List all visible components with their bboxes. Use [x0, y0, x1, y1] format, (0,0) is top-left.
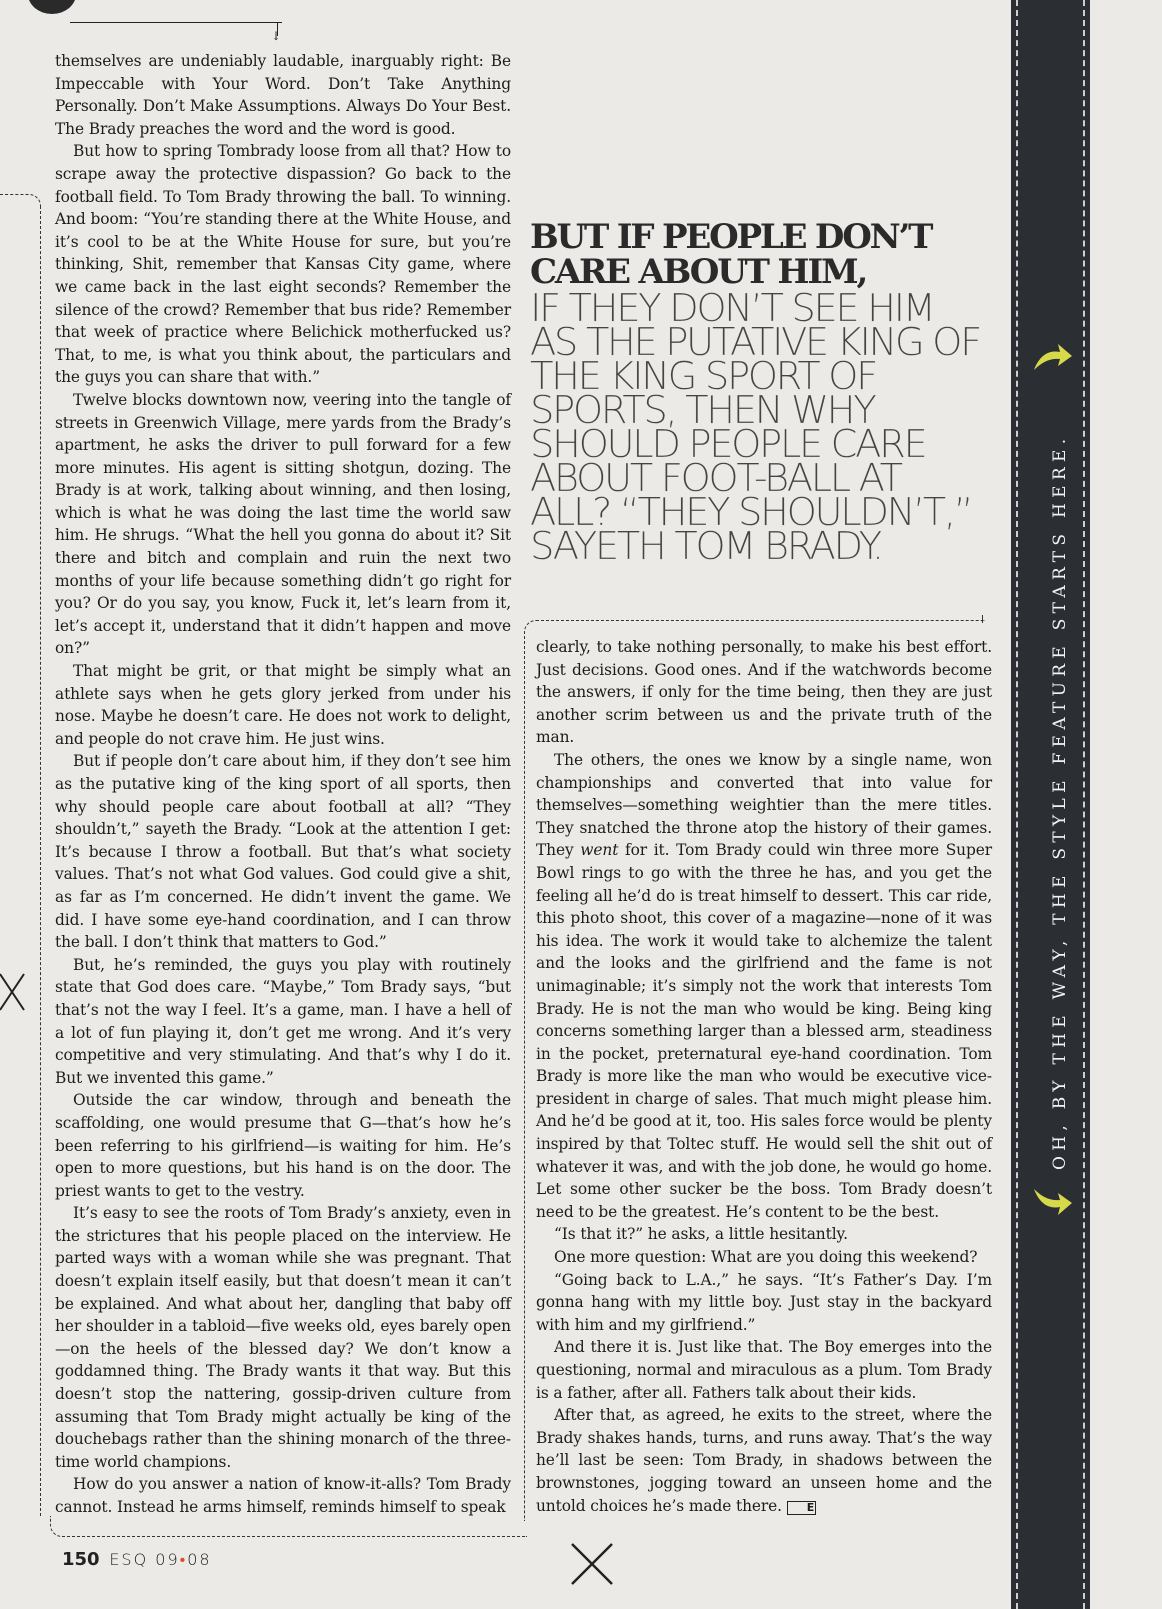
right-paragraph-2-emphasis: went: [580, 841, 619, 860]
cross-mark-icon: [570, 1542, 614, 1586]
left-paragraph-6: But, he’s reminded, the guys you play with routinely state that God does care. “Maybe,” Tom Brady says, “but that’s not the way I feel. It’s a game, man. I have a hell of a lot of fun playing it, don’t get me wrong. And it’s very competitive and very stimulating. And that’s why I do it. But we invented this game.”: [55, 955, 511, 1087]
side-bar-dotted-edge-left: [1016, 0, 1018, 1609]
right-paragraph-2: [536, 749, 992, 1223]
left-paragraph-1: themselves are undeniably laudable, inarguably right: Be Impeccable with Your Word. Don’t Take Anything Personally. Don’t Make Assumptions. Always Do Your Best. The Brady preaches the word and the word is good.: [55, 52, 511, 138]
magazine-issue: [109, 1550, 211, 1569]
left-frame-bottom: [50, 1516, 527, 1537]
right-paragraph-2-end: for it. Tom Brady could win three more Super Bowl rings to go with the three he has, and you get the feeling all he’d do is treat himself to dessert. This car ride, this photo shoot, this cover of a magazine—none of it was his idea. The work it would take to alchemize the talent and the looks and the girlfriend and the fame is not unimaginable; it’s simply not the work that interests Tom Brady. He is not the man who would be king. Being king concerns something larger than a blessed arm, steadiness in the pocket, preternatural eye-hand coordination. Tom Brady is more like the man who would be executive vice-president in charge of sales. That much might please him. And he’d be good at it, too. His sales force would be plenty inspired by that Toltec stuff. He would sell the shit out of whatever it was, and with the job done, he would go home. Let some other sucker be the boss. Tom Brady doesn’t need to be the greatest. He’s content to be the best.: [536, 841, 992, 1221]
right-paragraph-5: “Going back to L.A.,” he says. “It’s Father’s Day. I’m gonna hang with my little boy. Just stay in the backyard with him and my girlfriend.”: [536, 1270, 992, 1334]
pull-quote: [530, 217, 980, 569]
pull-quote-light: IF THEY DON’T SEE HIM AS THE PUTATIVE KING OF THE KING SPORT OF SPORTS, THEN WHY SHOULD PEOPLE CARE ABOUT FOOT-BALL AT ALL? “THEY SHOULDN’T,” SAYETH TOM BRADY.: [530, 286, 980, 569]
left-frame-top-corner: [0, 194, 41, 207]
right-paragraph-6: And there it is. Just like that. The Boy emerges into the questioning, normal and miraculous as a plum. Tom Brady is a father, after all. Fathers talk about their kids.: [536, 1338, 992, 1402]
page-number: 150: [62, 1549, 100, 1570]
right-text-column: [536, 636, 992, 1517]
left-paragraph-4: That might be grit, or that might be simply what an athlete says when he gets glory jerked from under his nose. Maybe he doesn’t care. He does not work to delight, and people do not crave him. He just wins.: [55, 662, 511, 748]
end-mark-icon: E: [787, 1501, 816, 1515]
issue-number: 08: [187, 1550, 212, 1569]
pull-quote-bold: BUT IF PEOPLE DON’T CARE ABOUT HIM,: [530, 217, 932, 292]
side-bar-dotted-edge-right: [1083, 0, 1085, 1609]
right-frame-tick: [982, 615, 983, 623]
magazine-name: ESQ 09: [109, 1550, 180, 1569]
right-paragraph-3: “Is that it?” he asks, a little hesitantly.: [554, 1225, 848, 1244]
left-frame-edge: [40, 206, 41, 1516]
left-text-column: [55, 50, 511, 1519]
left-paragraph-7: Outside the car window, through and beneath the scaffolding, one would presume that G—that’s how he’s been referring to his girlfriend—is waiting for him. He’s open to more questions, but his hand is on the door. The priest wants to get to the vestry.: [55, 1091, 511, 1200]
curved-arrow-down-icon: [1030, 1185, 1074, 1219]
cross-mark-icon: [0, 972, 26, 1012]
right-paragraph-1: clearly, to take nothing personally, to make his best effort. Just decisions. Good ones. And if the watchwords become the answers, if only for the time being, then they are just another scrim between us and the private truth of the man.: [536, 638, 992, 747]
left-paragraph-5: But if people don’t care about him, if they don’t see him as the putative king of the king sport of all sports, then why should people care about football at all? “They shouldn’t,” sayeth the Brady. “Look at the attention I get: It’s because I throw a football. But that’s what society values. That’s not what God values. God could give a shit, as far as I’m concerned. He didn’t invent the game. We did. I have some eye-hand coordination, and I can throw the ball. I don’t think that matters to God.”: [55, 752, 511, 952]
left-paragraph-9: How do you answer a nation of know-it-alls? Tom Brady cannot. Instead he arms himself, reminds himself to speak: [55, 1475, 511, 1516]
corner-circle-decoration: [28, 0, 76, 14]
left-paragraph-8: It’s easy to see the roots of Tom Brady’s anxiety, even in the strictures that his people placed on the interview. He parted ways with a woman while she was pregnant. That doesn’t explain itself easily, but that doesn’t mean it can’t be explained. And what about her, dangling that baby off her shoulder in a tabloid—five weeks old, eyes barely open—on the heels of the blessed day? We don’t know a goddamned thing. The Brady wants it that way. But this doesn’t stop the nattering, gossip-driven culture from assuming that Tom Brady might actually be king of the douchebags rather than the shining monarch of the three-time world champions.: [55, 1204, 511, 1471]
left-paragraph-2: But how to spring Tombrady loose from all that? How to scrape away the protective dispassion? Go back to the football field. To Tom Brady throwing the ball. To winning. And boom: “You’re standing there at the White House, and it’s cool to be at the White House for sure, but you’re thinking, Shit, remember that Kansas City game, where we came back in the last eight seconds? Remember the silence of the crowd? Remember that bus ride? Remember that week of practice where Belichick motherfucked us? That, to me, is what you think about, the particulars and the guys you can share that with.”: [55, 142, 511, 387]
right-paragraph-4: One more question: What are you doing this weekend?: [554, 1248, 978, 1267]
issue-separator: •: [179, 1550, 188, 1569]
right-paragraph-2-start: The others, the ones we know by a single name, won championships and converted that into value for themselves—something weightier than the mere titles. They snatched the throne atop the history of their games. They: [536, 750, 992, 860]
left-paragraph-3: Twelve blocks downtown now, veering into the tangle of streets in Greenwich Village, mere yards from the Brady’s apartment, he asks the driver to pull forward for a few more minutes. His agent is sitting shotgun, dozing. The Brady is at work, talking about winning, and then losing, which is what he was doing the last time the world saw him. He shrugs. “What the hell you gonna do about it? Sit there and bitch and complain and ruin the next two months of your life because something didn’t go right for you? Or do you say, you know, Fuck it, let’s learn from it, let’s accept it, understand that it didn’t happen and move on?”: [55, 390, 511, 658]
curved-arrow-up-icon: [1030, 340, 1074, 374]
right-paragraph-7: [536, 1404, 992, 1517]
folio: [62, 1549, 212, 1570]
right-paragraph-7-text: After that, as agreed, he exits to the street, where the Brady shakes hands, turns, and runs away. That’s the way he’ll last be seen: Tom Brady, in shadows between the brownstones, jogging toward an unseen home and the untold choices he’s made there.: [536, 1406, 992, 1515]
side-bar-text: OH, BY THE WAY, THE STYLE FEATURE STARTS HERE.: [1050, 433, 1070, 1170]
down-arrow-icon: ↓: [271, 29, 282, 43]
top-rule-line: [70, 22, 282, 23]
